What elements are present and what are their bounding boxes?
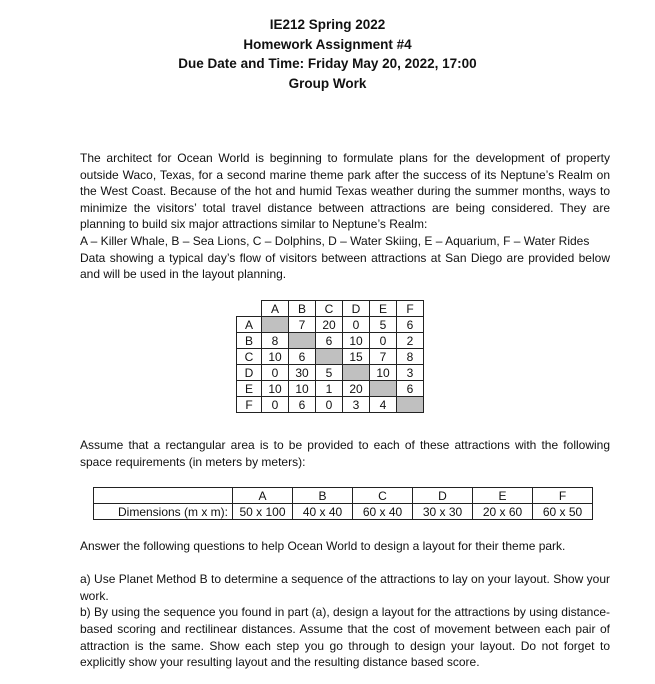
table-cell: 0 [262, 365, 289, 381]
table-cell [316, 349, 343, 365]
column-header: D [413, 488, 473, 504]
dimensions-table [93, 487, 593, 520]
column-header: C [353, 488, 413, 504]
table-cell: 20 [316, 317, 343, 333]
table-cell: 10 [262, 381, 289, 397]
column-header: F [397, 301, 424, 317]
table-cell: 0 [370, 333, 397, 349]
questions-intro: Answer the following questions to help Ocean World to design a layout for their theme park. [80, 539, 566, 553]
flow-table-header-row [237, 301, 424, 317]
table-cell: 10 [343, 333, 370, 349]
table-row [237, 381, 424, 397]
row-header: B [237, 333, 262, 349]
row-header: A [237, 317, 262, 333]
column-header: E [473, 488, 533, 504]
table-cell: 50 x 100 [233, 504, 293, 520]
table-cell: 2 [397, 333, 424, 349]
group-work-label: Group Work [288, 75, 367, 91]
column-header: D [343, 301, 370, 317]
row-header: C [237, 349, 262, 365]
column-header: E [370, 301, 397, 317]
row-header: F [237, 397, 262, 413]
row-header: E [237, 381, 262, 397]
table-cell: 7 [370, 349, 397, 365]
table-cell: 20 [343, 381, 370, 397]
corner-cell [237, 301, 262, 317]
space-paragraph: Assume that a rectangular area is to be provided to each of these attractions with the following space requirements (in meters by meters): [80, 438, 610, 469]
table-row [237, 349, 424, 365]
questions-section [80, 538, 610, 671]
spacer [80, 555, 610, 572]
table-cell [397, 397, 424, 413]
table-cell [370, 381, 397, 397]
column-header: B [293, 488, 353, 504]
table-cell: 40 x 40 [293, 504, 353, 520]
table-cell: 0 [343, 317, 370, 333]
table-cell: 6 [397, 317, 424, 333]
space-section [80, 437, 610, 470]
table-cell: 5 [370, 317, 397, 333]
table-cell [262, 317, 289, 333]
column-header: F [533, 488, 593, 504]
column-header: A [262, 301, 289, 317]
table-cell: 1 [316, 381, 343, 397]
table-cell: 4 [370, 397, 397, 413]
table-row [237, 317, 424, 333]
table-cell [289, 333, 316, 349]
table-cell: 10 [370, 365, 397, 381]
table-cell: 3 [397, 365, 424, 381]
table-cell: 60 x 40 [353, 504, 413, 520]
table-cell: 3 [343, 397, 370, 413]
table-cell [343, 365, 370, 381]
column-header: C [316, 301, 343, 317]
table-cell: 20 x 60 [473, 504, 533, 520]
data-note: Data showing a typical day’s flow of visitors between attractions at San Diego are provided below and will be used in the layout planning. [80, 250, 610, 282]
dimensions-header-row [94, 488, 593, 504]
corner-cell [94, 488, 233, 504]
table-row [94, 504, 593, 520]
table-cell: 8 [262, 333, 289, 349]
column-header: A [233, 488, 293, 504]
intro-section [80, 150, 610, 283]
table-cell: 0 [316, 397, 343, 413]
question-b: b) By using the sequence you found in part (a), design a layout for the attractions by using distance-based scoring and rectilinear distances. Assume that the cost of movement between each pair of attraction is the same. Show each step you go through to design your layout. Do not forget to explicitly show your resulting layout and the resulting distance based score. [80, 605, 610, 670]
table-cell: 6 [316, 333, 343, 349]
intro-paragraph: The architect for Ocean World is beginning to formulate plans for the development of property outside Waco, Texas, for a second marine theme park after the success of its Neptune’s Realm on the West Coast. Because of the hot and humid Texas weather during the summer months, ways to minimize the visitors’ total travel distance between attractions are being considered. They are planning to build six major attractions similar to Neptune’s Realm: [80, 151, 610, 232]
question-a: a) Use Planet Method B to determine a sequence of the attractions to lay on your layout. Show your work. [80, 572, 610, 603]
table-cell: 6 [397, 381, 424, 397]
due-date: Due Date and Time: Friday May 20, 2022, 17:00 [178, 56, 477, 71]
flow-table [236, 300, 424, 413]
table-row [237, 333, 424, 349]
table-cell: 5 [316, 365, 343, 381]
table-cell: 6 [289, 397, 316, 413]
table-cell: 30 [289, 365, 316, 381]
row-header: Dimensions (m x m): [94, 504, 233, 520]
table-row [237, 397, 424, 413]
table-cell: 7 [289, 317, 316, 333]
attraction-list: A – Killer Whale, B – Sea Lions, C – Dolphins, D – Water Skiing, E – Aquarium, F – Water Rides [80, 233, 590, 248]
column-header: B [289, 301, 316, 317]
table-cell: 15 [343, 349, 370, 365]
table-cell: 30 x 30 [413, 504, 473, 520]
table-cell: 0 [262, 397, 289, 413]
row-header: D [237, 365, 262, 381]
course-title: IE212 Spring 2022 [269, 17, 386, 32]
table-row [237, 365, 424, 381]
table-cell: 10 [262, 349, 289, 365]
document-header [0, 15, 655, 93]
table-cell: 6 [289, 349, 316, 365]
table-cell: 60 x 50 [533, 504, 593, 520]
assignment-title: Homework Assignment #4 [243, 36, 412, 52]
table-cell: 10 [289, 381, 316, 397]
table-cell: 8 [397, 349, 424, 365]
